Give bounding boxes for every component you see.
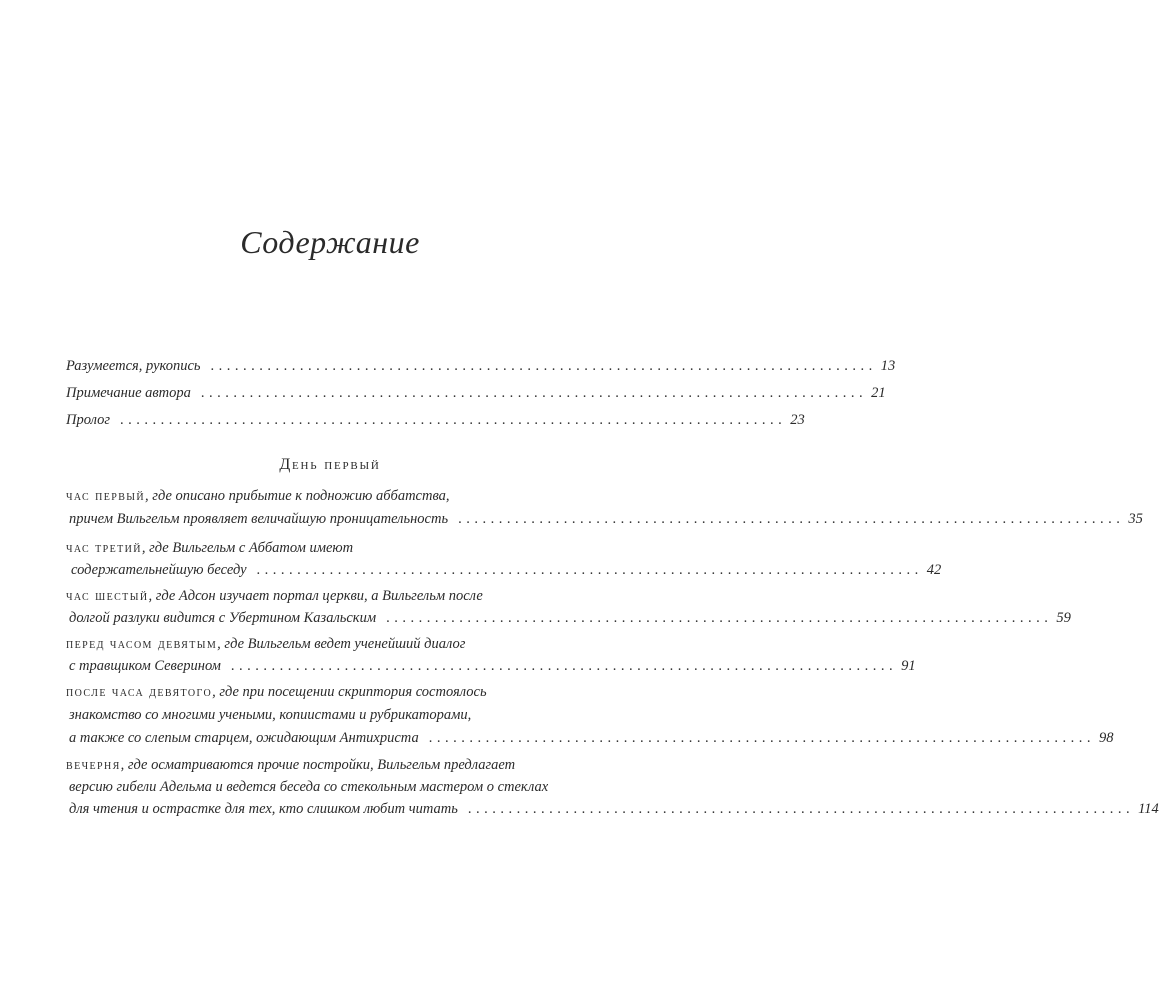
leader-dots: .................................................................................. [467, 801, 1135, 817]
toc-page-number: 98 [1098, 730, 1114, 746]
toc-chapter-line[interactable] [66, 610, 1071, 630]
toc-entry-author-note[interactable] [66, 385, 886, 405]
chapter-hour-label: после часа девятого [66, 684, 213, 700]
toc-chapter-line[interactable] [66, 511, 1143, 531]
chapter-description: знакомство со многими учеными, копиистами и рубрикаторами, [69, 707, 472, 723]
leader-dots: .................................................................................. [200, 385, 868, 401]
toc-entry-title: Пролог [66, 412, 111, 428]
chapter-description: , где осматриваются прочие постройки, Вильгельм предлагает [120, 757, 516, 773]
chapter-description: , где описано прибытие к подножию аббатства, [145, 488, 450, 504]
chapter-hour-label: час третий [66, 540, 142, 556]
toc-page-number: 91 [901, 658, 916, 674]
toc-chapter-line[interactable] [66, 757, 538, 777]
toc-entry-title: Примечание автора [66, 385, 191, 401]
chapter-description: версию гибели Адельма и ведется беседа со стекольным мастером о стеклах [69, 779, 549, 795]
toc-page-number: 23 [790, 412, 805, 428]
toc-chapter-line[interactable] [66, 636, 538, 656]
toc-chapter-line[interactable] [66, 779, 549, 799]
toc-chapter-line[interactable] [66, 588, 538, 608]
page-title: Содержание [240, 224, 420, 260]
toc-chapter-line[interactable] [66, 684, 538, 704]
toc-page-number: 13 [880, 358, 896, 374]
chapter-description: , где при посещении скриптория состоялось [212, 684, 487, 700]
chapter-description: причем Вильгельм проявляет величайшую проницательность [69, 511, 449, 527]
leader-dots: .................................................................................. [256, 562, 923, 578]
leader-dots: .................................................................................. [210, 358, 877, 374]
chapter-description: для чтения и острастке для тех, кто слишком любит читать [69, 801, 458, 817]
chapter-description: а также со слепым старцем, ожидающим Антихриста [69, 730, 419, 746]
chapter-description: долгой разлуки видится с Убертином Казальским [69, 610, 377, 626]
toc-chapter-line[interactable] [66, 730, 1114, 750]
chapter-description: с травщиком Северином [69, 658, 221, 674]
toc-page-number: 42 [926, 562, 942, 578]
chapter-description: , где Вильгельм с Аббатом имеют [141, 540, 354, 556]
chapter-hour-label: вечерня [66, 757, 121, 773]
toc-chapter-line[interactable] [66, 488, 538, 508]
toc-page-number: 114 [1138, 801, 1159, 817]
toc-chapter-line[interactable] [66, 801, 1159, 821]
chapter-description: , где Вильгельм ведет ученейший диалог [217, 636, 466, 652]
leader-dots: .................................................................................. [386, 610, 1053, 626]
chapter-hour-label: перед часом девятым [66, 636, 218, 652]
toc-entry-title: Разумеется, рукопись [66, 358, 201, 374]
leader-dots: .................................................................................. [120, 412, 787, 428]
toc-entry-prologue[interactable] [66, 412, 805, 432]
section-title-day-one: День первый [279, 456, 381, 473]
toc-chapter-line[interactable] [66, 658, 916, 678]
toc-page-number: 59 [1056, 610, 1071, 626]
toc-page-number: 35 [1128, 511, 1143, 527]
leader-dots: .................................................................................. [428, 730, 1095, 746]
leader-dots: .................................................................................. [458, 511, 1125, 527]
chapter-hour-label: час первый [66, 488, 146, 504]
chapter-description: содержательнейшую беседу [71, 562, 247, 578]
chapter-hour-label: час шестый [66, 588, 149, 604]
toc-chapter-line[interactable] [66, 707, 538, 727]
toc-chapter-line[interactable] [66, 540, 538, 560]
toc-entry-manuscript[interactable] [66, 358, 896, 378]
leader-dots: .................................................................................. [230, 658, 898, 674]
toc-chapter-line[interactable] [66, 562, 942, 582]
chapter-description: , где Адсон изучает портал церкви, а Вильгельм после [148, 588, 483, 604]
toc-page-number: 21 [871, 385, 886, 401]
